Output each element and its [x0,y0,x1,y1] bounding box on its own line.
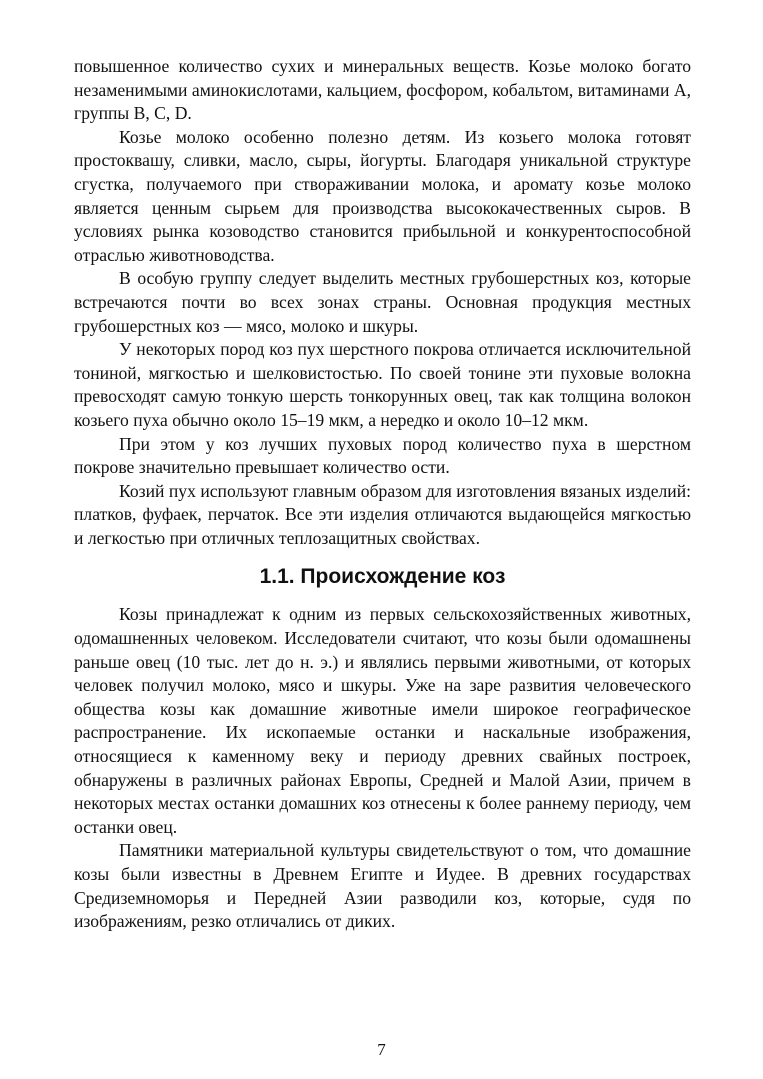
paragraph-down-products: Козий пух используют главным образом для изготовления вязаных изделий: платков, фуфаек, перчаток. Все эти изделия отличаются выдающейся мягкостью и легкостью при отличных теплозащитных свойствах. [74,480,691,548]
paragraph-domestication: Козы принадлежат к одним из первых сельскохозяйственных животных, одомашненных человеком. Исследователи считают, что козы были одомашнены раньше овец (10 тыс. лет до н. э.) и являлись первыми животными, от которых человек получил молоко, мясо и шкуры. Уже на заре развития человеческого общества козы как домашние животные имели широкое географическое распространение. Их ископаемые останки и наскальные изображения, относящиеся к каменному веку и периоду древних свайных построек, обнаружены в различных районах Европы, Средней и Малой Азии, причем в некоторых местах останки домашних коз отнесены к более раннему периоду, чем останки овец. [74,604,691,837]
section-heading: 1.1. Происхождение коз [259,565,506,589]
paragraph-continuation: повышенное количество сухих и минеральных веществ. Козье молоко богато незаменимыми аминокислотами, кальцием, фосфором, кобальтом, витаминами А, группы В, С, D. [74,56,691,124]
page-number: 7 [377,1040,386,1059]
paragraph-ancient-cultures: Памятники материальной культуры свидетельствуют о том, что домашние козы были известны в Древнем Египте и Иудее. В древних государствах Средиземноморья и Передней Азии разводили коз, которые, судя по изображениям, резко отличались от диких. [74,840,691,932]
paragraph-down-fineness: У некоторых пород коз пух шерстного покрова отличается исключительной тониной, мягкостью и шелковистостью. По своей тонине эти пуховые волокна превосходят самую тонкую шерсть тонкорунных овец, так как толщина волокон козьего пуха обычно около 15–19 мкм, а нередко и около 10–12 мкм. [74,339,691,430]
paragraph-coarse-wool-goats: В особую группу следует выделить местных грубошерстных коз, которые встречаются почти во всех зонах страны. Основная продукция местных грубошерстных коз — мясо, молоко и шкуры. [74,268,691,336]
paragraph-goat-milk-uses: Козье молоко особенно полезно детям. Из козьего молока готовят простоквашу, сливки, масло, сыры, йогурты. Благодаря уникальной структуре сгустка, получаемого при створаживании молока, и аромату козье молоко является ценным сырьем для производства высококачественных сыров. В условиях рынка козоводство становится прибыльной и конкурентоспособной отраслью животноводства. [74,126,691,265]
page-body [74,55,691,934]
paragraph-down-quantity: При этом у коз лучших пуховых пород количество пуха в шерстном покрове значительно превышает количество ости. [74,433,691,478]
